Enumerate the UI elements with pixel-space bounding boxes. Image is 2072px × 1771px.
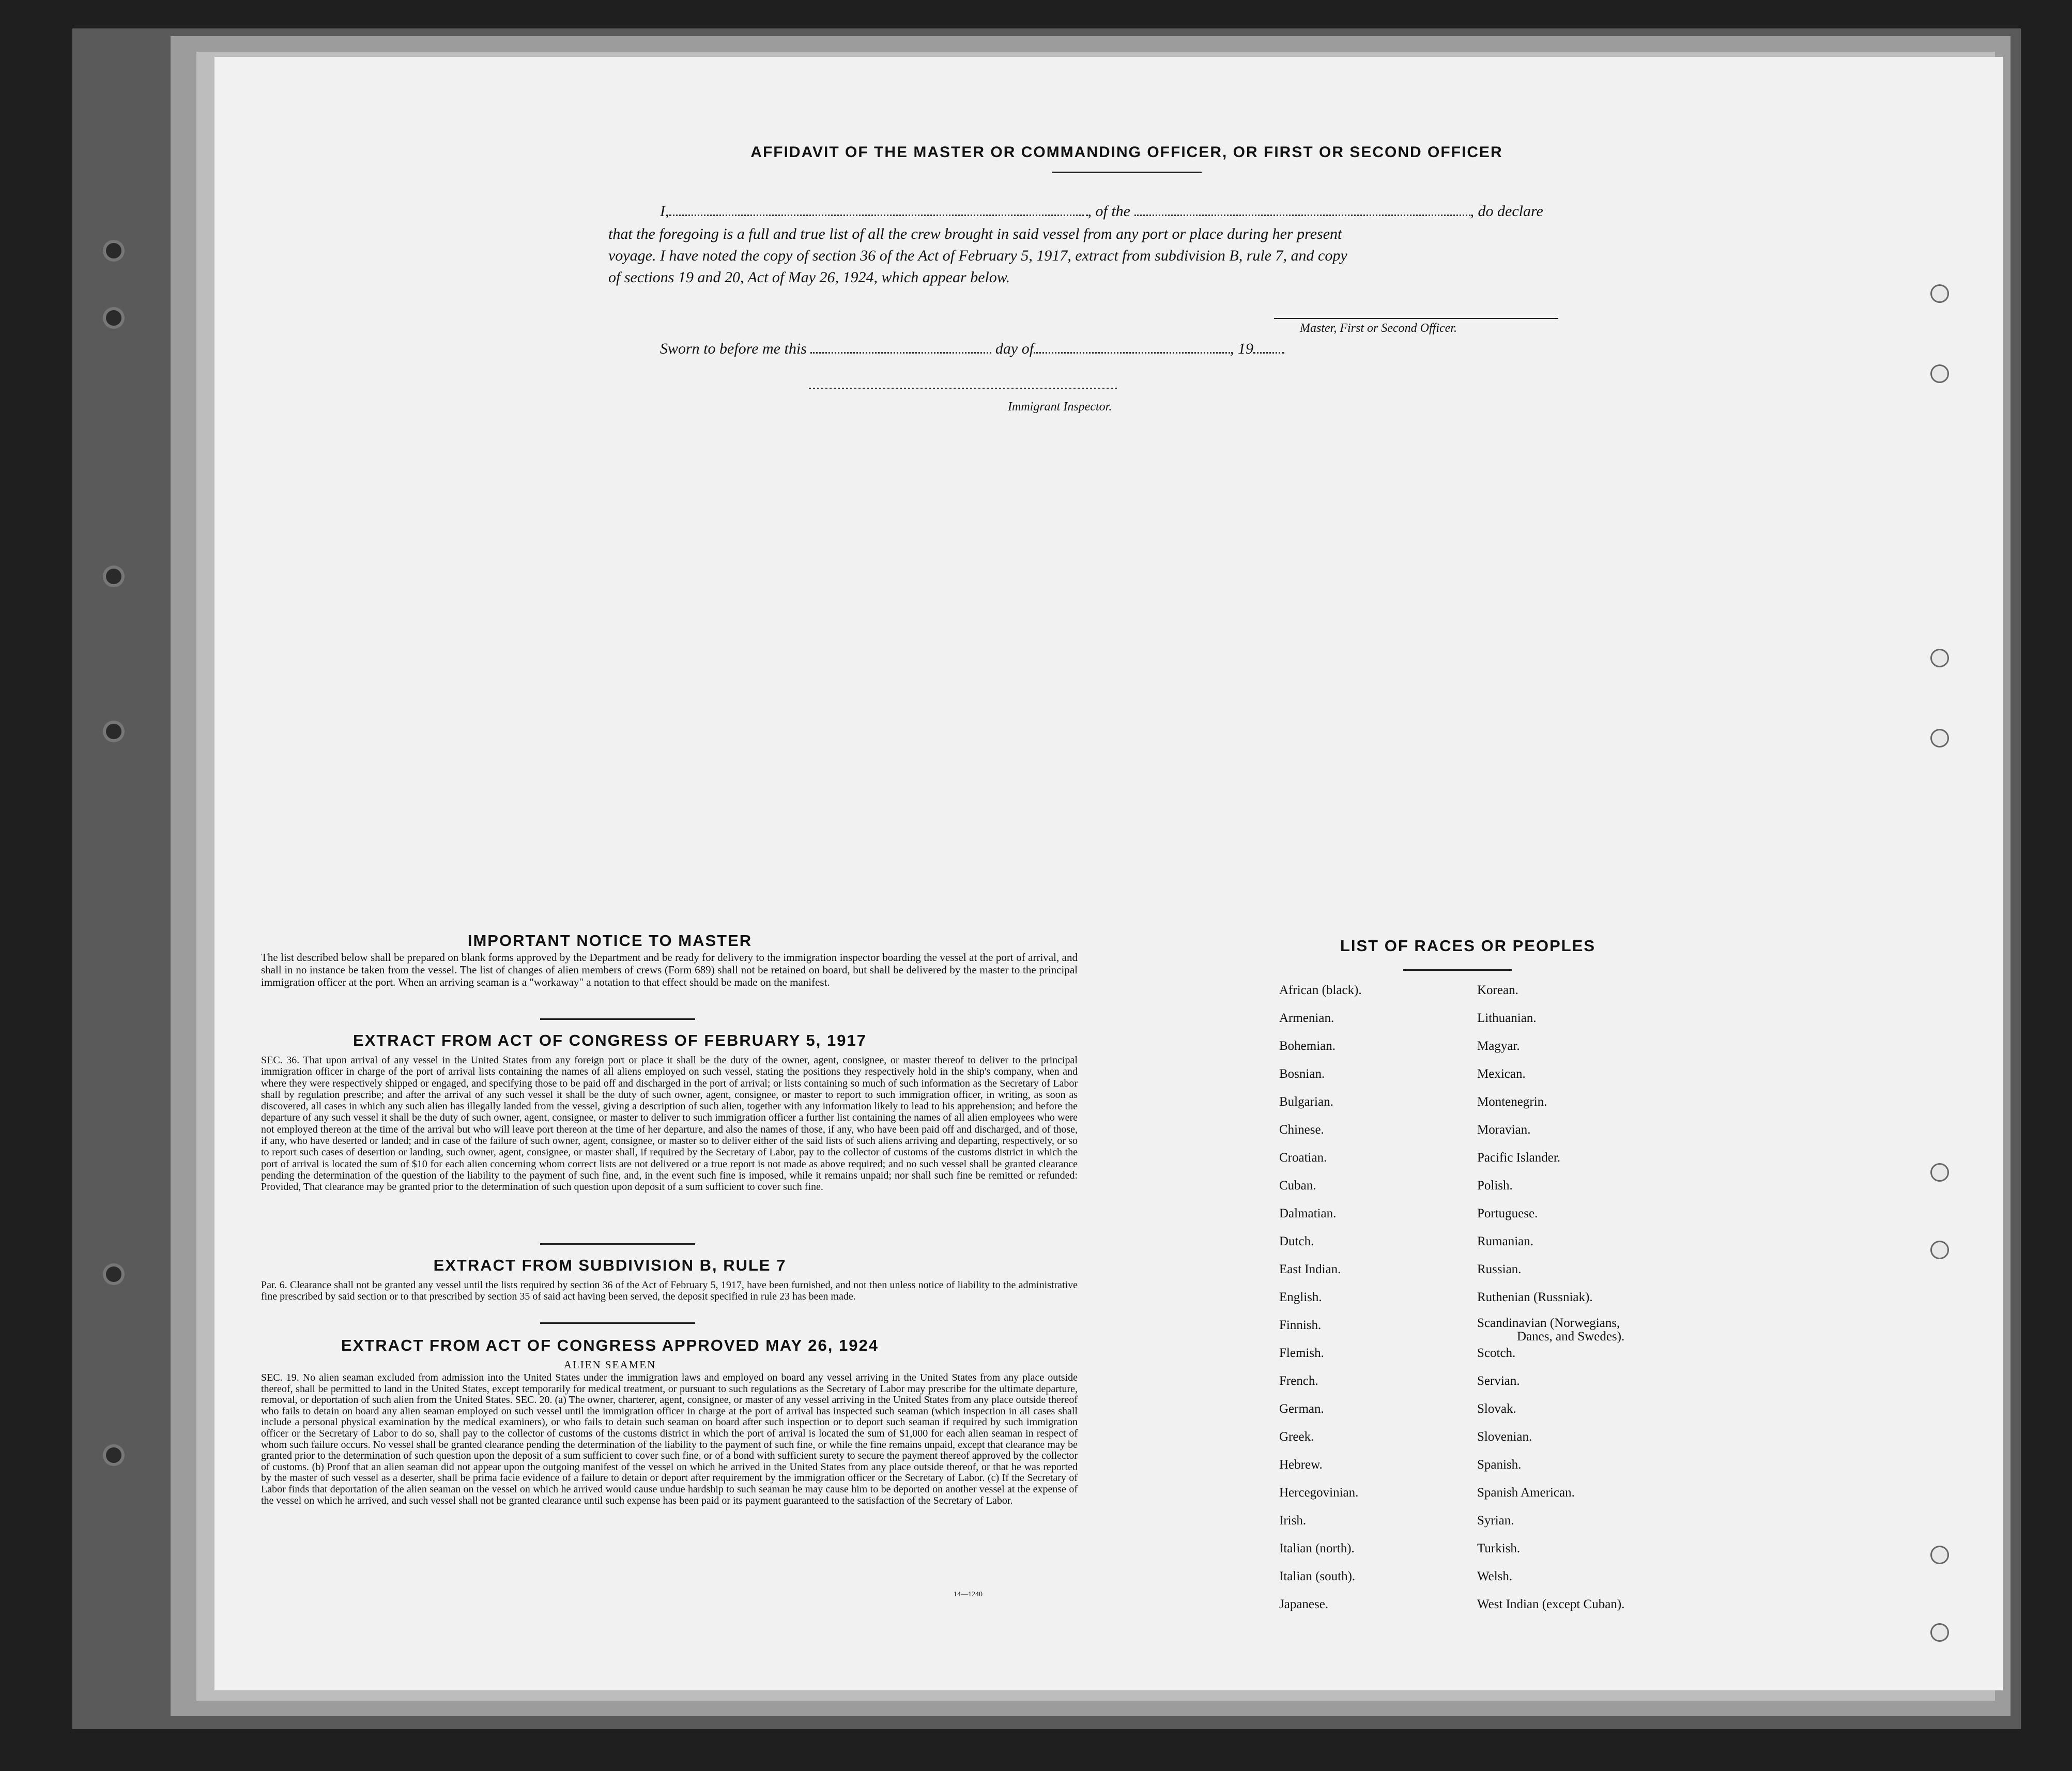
sworn-line xyxy=(660,340,1284,358)
binder-hole xyxy=(1930,729,1949,747)
race-left-15: French. xyxy=(1279,1374,1318,1388)
race-left-14: Flemish. xyxy=(1279,1346,1324,1360)
binder-hole xyxy=(1930,284,1949,303)
race-right-9: Portuguese. xyxy=(1477,1207,1538,1220)
binder-hole xyxy=(106,724,121,739)
race-right-15: Servian. xyxy=(1477,1374,1520,1388)
extract-1917-title: EXTRACT FROM ACT OF CONGRESS OF FEBRUARY 5, 1917 xyxy=(353,1031,867,1049)
sworn-year: , 19 xyxy=(1230,340,1254,357)
rule7-rule xyxy=(540,1322,695,1324)
binder-hole xyxy=(1930,649,1949,667)
binder-hole xyxy=(106,243,121,258)
sworn-day-blank[interactable] xyxy=(810,341,991,354)
rule7-title: EXTRACT FROM SUBDIVISION B, RULE 7 xyxy=(433,1256,787,1274)
affidavit-i: I, xyxy=(660,203,669,220)
binder-hole xyxy=(1930,1241,1949,1259)
race-right-14: Scotch. xyxy=(1477,1346,1516,1360)
extract-1917-rule xyxy=(540,1243,695,1245)
race-right-3: Magyar. xyxy=(1477,1039,1520,1053)
binder-hole xyxy=(106,310,121,326)
race-left-17: Greek. xyxy=(1279,1430,1314,1444)
notice-title: IMPORTANT NOTICE TO MASTER xyxy=(467,932,753,950)
race-right-21: Turkish. xyxy=(1477,1541,1521,1555)
race-right-10: Rumanian. xyxy=(1477,1234,1534,1248)
race-left-22: Italian (south). xyxy=(1279,1569,1356,1583)
race-left-3: Bohemian. xyxy=(1279,1039,1336,1053)
race-right-13-cont: Danes, and Swedes). xyxy=(1517,1330,1625,1343)
races-rule xyxy=(1403,969,1512,971)
extract-1924-body: SEC. 19. No alien seaman excluded from admission into the United States under the immigration laws and employed on board any vessel arriving in the United States from any place outside thereof, shall be permitted to land in the United States, except temporarily for medical treatment, or pursuant to such regulations as the Secretary of Labor may prescribe for the ultimate departure, removal, or deportation of such alien from the United States. SEC. 20. (a) The owner, charterer, agent, consignee, or master of any vessel arriving in the United States from any place outside thereof who fails to detain on board any alien seaman employed on such vessel until the immigration officer in charge at the port of arrival has inspected such seaman (which inspection in all cases shall include a personal physical examination by the medical examiners), or who fails to detain such seaman on board after such inspection or to deport such seaman if required by such immigration officer or the Secretary of Labor to do so, shall pay to the collector of customs of the customs district in which the port of arrival is located the sum of $1,000 for each alien seaman in respect of whom such failure occurs. No vessel shall be granted clearance pending the determination of the liability to the payment of such fine, or while the fine remains unpaid, except that clearance may be granted prior to the determination of such question upon the deposit of a sum sufficient to cover such fine, or of a bond with sufficient surety to secure the payment thereof approved by the collector of customs. (b) Proof that an alien seaman did not appear upon the outgoing manifest of the vessel on which he arrived in the United States from any place outside thereof, or that he was reported by the master of such vessel as a deserter, shall be prima facie evidence of a failure to detain or deport after requirement by the immigration officer or the Secretary of Labor. (c) If the Secretary of Labor finds that deportation of the alien seaman on the vessel on which he arrived would cause undue hardship to such seaman he may cause him to be deported on another vessel at the expense of the vessel on which he arrived, and such vessel shall not be granted clearance until such expense has been paid or its payment guaranteed to the satisfaction of the Secretary of Labor. xyxy=(261,1372,1078,1506)
affidavit-line-2: that the foregoing is a full and true list of all the crew brought in said vessel from any port or place during her present xyxy=(608,225,1342,242)
binder-hole xyxy=(1930,1546,1949,1564)
affidavit-declare: , do declare xyxy=(1470,203,1543,220)
race-left-10: Dutch. xyxy=(1279,1234,1314,1248)
race-right-8: Polish. xyxy=(1477,1179,1513,1193)
race-left-2: Armenian. xyxy=(1279,1011,1334,1025)
race-left-13: Finnish. xyxy=(1279,1318,1322,1332)
races-title: LIST OF RACES OR PEOPLES xyxy=(1340,937,1596,955)
race-right-18: Spanish. xyxy=(1477,1458,1522,1472)
race-right-20: Syrian. xyxy=(1477,1514,1514,1528)
race-right-12: Ruthenian (Russniak). xyxy=(1477,1290,1593,1304)
binder-hole xyxy=(106,1266,121,1282)
affidavit-title-rule xyxy=(1052,172,1202,173)
affidavit-line-1 xyxy=(660,203,1543,220)
race-right-13: Scandinavian (Norwegians, xyxy=(1477,1316,1620,1330)
master-signature-line[interactable] xyxy=(1274,318,1558,319)
race-left-9: Dalmatian. xyxy=(1279,1207,1337,1220)
race-right-16: Slovak. xyxy=(1477,1402,1516,1416)
extract-1917-body: SEC. 36. That upon arrival of any vessel in the United States from any foreign port or place it shall be the duty of the owner, agent, consignee, or master thereof to deliver to the principal immigration officer in charge of the port of arrival lists containing the names of all aliens employed on such vessel, stating the positions they respectively hold in the ship's company, when and where they were respectively shipped or engaged, and specifying those to be paid off and discharged in the port of arrival; or lists containing so much of such information as the Secretary of Labor shall by regulation prescribe; and after the arrival of any such vessel it shall be the duty of such owner, agent, consignee, or master to report to such immigration officer, in writing, as soon as discovered, all cases in which any such alien has illegally landed from the vessel, giving a description of such alien, together with any information likely to lead to his apprehension; and before the departure of any such vessel it shall be the duty of such owner, agent, consignee, or master to deliver to such immigration officer a further list containing the names of all alien employees who were not employed thereon at the time of the arrival but who will leave port thereon at the time of her departure, and also the names of those, if any, who have been paid off and discharged, and of those, if any, who have deserted or landed; and in case of the failure of such owner, agent, consignee, or master so to deliver either of the said lists of such aliens arriving and departing, respectively, or so to report such cases of desertion or landing, such owner, agent, consignee, or master shall, if required by the Secretary of Labor, pay to the collector of customs of the customs district in which the port of arrival is located the sum of $10 for each alien concerning whom correct lists are not delivered or a true report is not made as above required; and no such vessel shall be granted clearance pending the determination of the question of the liability to the payment of such fine, and, in the event such fine is imposed, while it remains unpaid; nor shall such fine be remitted or refunded: Provided, That clearance may be granted prior to the determination of such question upon deposit of a sum sufficient to cover such fine. xyxy=(261,1055,1078,1193)
notice-rule xyxy=(540,1018,695,1020)
race-left-19: Hercegovinian. xyxy=(1279,1486,1359,1500)
extract-1924-subtitle: ALIEN SEAMEN xyxy=(563,1358,656,1371)
race-right-5: Montenegrin. xyxy=(1477,1095,1547,1109)
race-left-21: Italian (north). xyxy=(1279,1541,1355,1555)
affidavit-line-3: voyage. I have noted the copy of section 36 of the Act of February 5, 1917, extract from subdivision B, rule 7, and copy xyxy=(608,247,1347,264)
affidavit-title: AFFIDAVIT OF THE MASTER OR COMMANDING OFFICER, OR FIRST OR SECOND OFFICER xyxy=(750,144,1503,161)
affidavit-of-the: , of the xyxy=(1087,203,1130,220)
binder-hole xyxy=(106,569,121,584)
race-left-8: Cuban. xyxy=(1279,1179,1316,1193)
race-left-18: Hebrew. xyxy=(1279,1458,1323,1472)
race-right-17: Slovenian. xyxy=(1477,1430,1532,1444)
race-left-6: Chinese. xyxy=(1279,1123,1324,1137)
race-right-22: Welsh. xyxy=(1477,1569,1513,1583)
race-left-7: Croatian. xyxy=(1279,1151,1327,1165)
sworn-day-of: day of xyxy=(995,340,1034,357)
name-blank[interactable] xyxy=(669,203,1088,216)
notice-body: The list described below shall be prepared on blank forms approved by the Department and be ready for delivery to the immigration inspector boarding the vessel at the port of arrival, and shall in no instance be taken from the vessel. The list of changes of alien members of crews (Form 689) shall not be retained on board, but shall be delivered by the master to the principal immigration officer at the port. When an arriving seaman is a "workaway" a notation to that effect should be made on the manifest. xyxy=(261,951,1078,988)
race-left-4: Bosnian. xyxy=(1279,1067,1325,1081)
sworn-month-blank[interactable] xyxy=(1034,341,1230,354)
affidavit-line-4: of sections 19 and 20, Act of May 26, 1924, which appear below. xyxy=(608,269,1010,286)
vessel-name-blank[interactable] xyxy=(1134,203,1470,216)
race-left-11: East Indian. xyxy=(1279,1262,1341,1276)
race-right-6: Moravian. xyxy=(1477,1123,1531,1137)
race-left-16: German. xyxy=(1279,1402,1324,1416)
document-page xyxy=(214,57,2003,1690)
race-right-11: Russian. xyxy=(1477,1262,1522,1276)
race-right-4: Mexican. xyxy=(1477,1067,1526,1081)
race-left-5: Bulgarian. xyxy=(1279,1095,1333,1109)
sworn-prefix: Sworn to before me this xyxy=(660,340,807,357)
race-right-23: West Indian (except Cuban). xyxy=(1477,1597,1625,1611)
race-left-12: English. xyxy=(1279,1290,1322,1304)
binder-hole xyxy=(1930,1623,1949,1642)
master-caption: Master, First or Second Officer. xyxy=(1300,322,1457,335)
rule7-body: Par. 6. Clearance shall not be granted any vessel until the lists required by section 36 of the Act of February 5, 1917, have been furnished, and not then unless notice of liability to the administrative fine prescribed by said section or to that prescribed by section 35 of said act having been served, the deposit specified in rule 23 has been made. xyxy=(261,1279,1078,1303)
race-right-2: Lithuanian. xyxy=(1477,1011,1537,1025)
form-number: 14—1240 xyxy=(954,1591,983,1598)
binder-hole xyxy=(106,1447,121,1463)
inspector-caption: Immigrant Inspector. xyxy=(1008,400,1112,414)
inspector-signature-line[interactable] xyxy=(809,388,1119,389)
race-right-19: Spanish American. xyxy=(1477,1486,1575,1500)
binder-hole xyxy=(1930,1163,1949,1182)
race-left-1: African (black). xyxy=(1279,983,1362,997)
binder-hole xyxy=(1930,364,1949,383)
race-right-1: Korean. xyxy=(1477,983,1518,997)
race-right-7: Pacific Islander. xyxy=(1477,1151,1561,1165)
sworn-year-blank[interactable] xyxy=(1253,341,1284,354)
race-left-20: Irish. xyxy=(1279,1514,1307,1528)
race-left-23: Japanese. xyxy=(1279,1597,1329,1611)
extract-1924-title: EXTRACT FROM ACT OF CONGRESS APPROVED MAY 26, 1924 xyxy=(341,1336,879,1354)
